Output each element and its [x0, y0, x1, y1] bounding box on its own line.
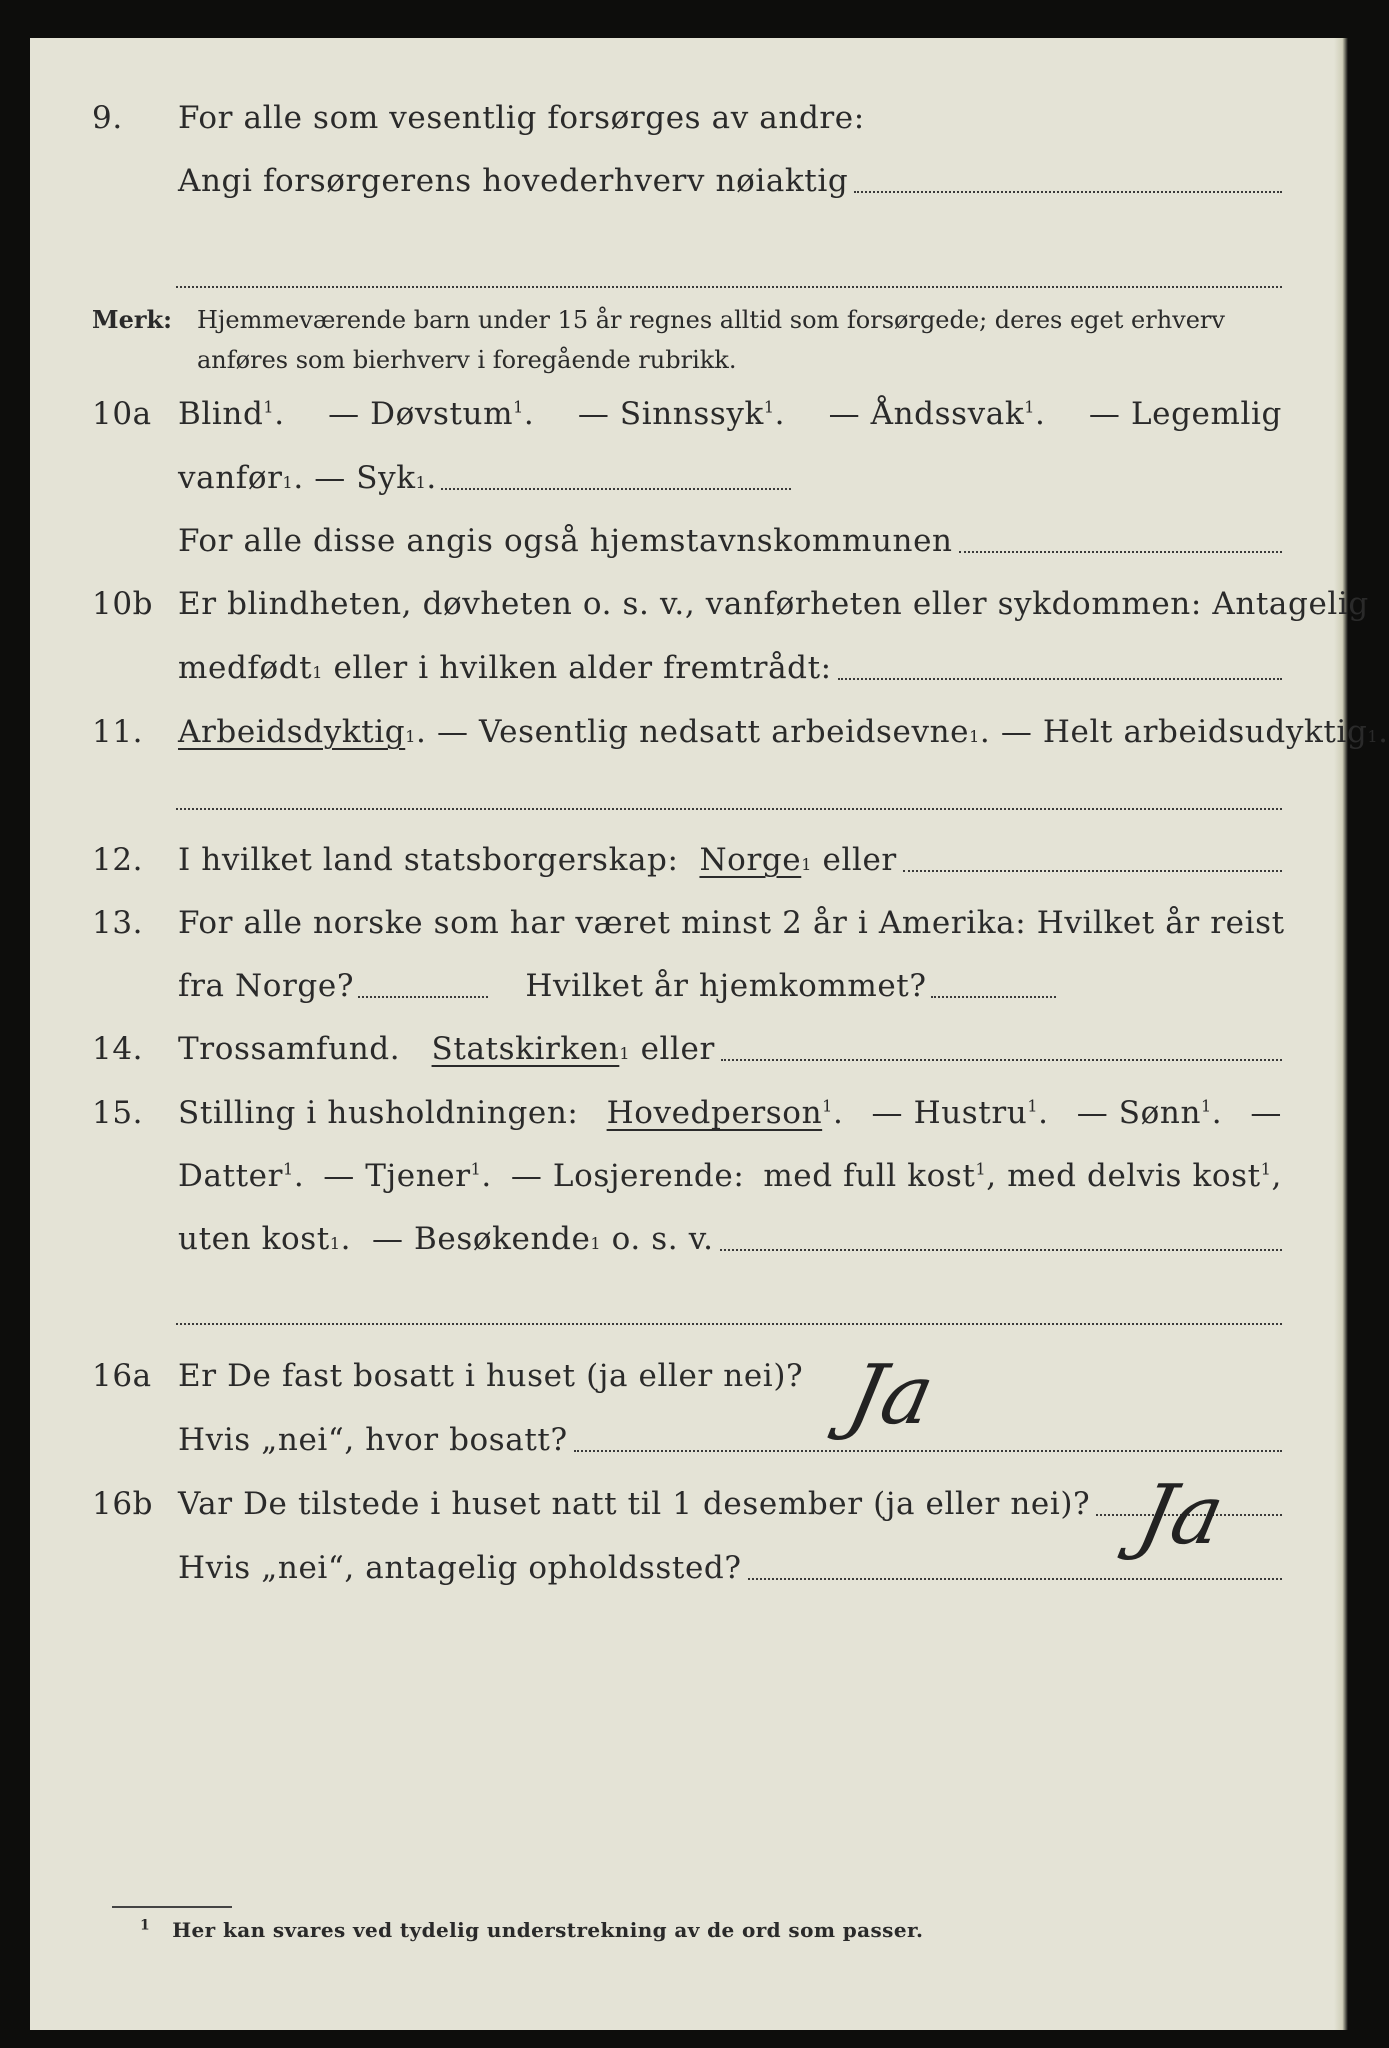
note-text: anføres som bierhverv i foregående rubrikk.: [197, 346, 737, 374]
option-sonn: — Sønn: [1076, 1095, 1202, 1131]
question-text: Er De fast bosatt i huset (ja eller nei)?: [178, 1358, 804, 1394]
note-text: Hjemmeværende barn under 15 år regnes alltid som forsørgede; deres eget erhverv: [197, 306, 1225, 334]
option-sinnssyk: — Sinnssyk: [577, 396, 764, 432]
page-edge: [1334, 38, 1348, 2030]
answer-line[interactable]: [903, 869, 1282, 872]
answer-line[interactable]: [720, 1248, 1282, 1251]
note-label: Merk:: [92, 305, 172, 334]
question-text: Hvilket år hjemkommet?: [525, 968, 927, 1004]
answer-line[interactable]: [931, 995, 1056, 998]
question-text: eller: [640, 1031, 715, 1067]
option-delvis-kost: , med delvis kost: [986, 1158, 1261, 1194]
answer-line[interactable]: [176, 1323, 1282, 1325]
question-number: 14.: [92, 1031, 144, 1067]
question-text: Er blindheten, døvheten o. s. v., vanførheten eller sykdommen: Antagelig: [178, 586, 1369, 622]
question-number: 11.: [92, 714, 144, 750]
question-text: For alle som vesentlig forsørges av andre:: [178, 100, 865, 136]
option-medfodt: medfødt: [178, 650, 313, 686]
option-nedsatt: — Vesentlig nedsatt arbeidsevne: [436, 714, 970, 750]
question-text: fra Norge?: [178, 968, 355, 1004]
answer-line[interactable]: [176, 808, 1282, 810]
footnote-rule: [112, 1906, 232, 1908]
answer-line[interactable]: [838, 677, 1282, 680]
question-text: Trossamfund.: [178, 1031, 401, 1067]
question-text: o. s. v.: [611, 1221, 714, 1257]
question-number: 9.: [92, 100, 123, 136]
answer-line[interactable]: [959, 550, 1282, 553]
option-syk: — Syk: [314, 460, 416, 496]
answer-line[interactable]: [358, 995, 488, 998]
question-text: Stilling i husholdningen:: [178, 1095, 579, 1131]
answer-line[interactable]: [176, 286, 1282, 288]
option-full-kost: med full kost: [763, 1158, 976, 1194]
answer-line[interactable]: [574, 1449, 1282, 1452]
option-arbeidsdyktig: Arbeidsdyktig: [178, 714, 406, 750]
option-uten-kost: uten kost: [178, 1221, 330, 1257]
answer-line[interactable]: [721, 1058, 1282, 1061]
question-number: 16b: [92, 1486, 154, 1522]
answer-line[interactable]: [441, 487, 791, 490]
question-number: 12.: [92, 842, 144, 878]
option-besokende: — Besøkende: [371, 1221, 591, 1257]
question-text: eller i hvilken alder fremtrådt:: [333, 650, 832, 686]
question-text: eller: [822, 842, 897, 878]
question-number: 10a: [92, 396, 152, 432]
option-andssvak: — Åndssvak: [828, 396, 1025, 432]
question-number: 16a: [92, 1358, 152, 1394]
option-norge: Norge: [699, 842, 802, 878]
question-number: 15.: [92, 1095, 144, 1131]
question-text: Hvis „nei“, hvor bosatt?: [178, 1422, 568, 1458]
option-vanfor: vanfør: [178, 460, 283, 496]
question-text: — Losjerende:: [510, 1158, 745, 1194]
question-text: Var De tilstede i huset natt til 1 desember (ja eller nei)?: [178, 1486, 1091, 1522]
footnote: $^1$ Her kan svares ved tydelig understrekning av de ord som passer.: [140, 1917, 924, 1942]
option-legemlig: — Legemlig: [1088, 396, 1282, 432]
question-text: I hvilket land statsborgerskap:: [178, 842, 679, 878]
option-tjener: — Tjener: [323, 1158, 471, 1194]
question-text: For alle disse angis også hjemstavnskommunen: [178, 523, 953, 559]
option-statskirken: Statskirken: [431, 1031, 620, 1067]
footnote-text: Her kan svares ved tydelig understrekning av de ord som passer.: [172, 1918, 924, 1942]
census-form-page: 9. For alle som vesentlig forsørges av andre: Angi forsørgerens hovederhverv nøiaktig Merk: Hjemmeværende barn under 15 år regnes alltid som forsørgede; deres eget erhverv anføres som bierhverv i foregående rubrikk. 10a Blind$^1$. — Døvstum$^1$. — Sinnssyk$^1$. — Åndssvak$^1$. — Legemlig vanfør 1 . — Syk 1 . For alle disse angis også hjemstavnskommunen 10b Er blindheten, døvheten o. s. v., vanførheten eller sykdommen: Antagelig medfødt 1 eller i hvilken alder fremtrådt: 11. Arbeidsdyktig 1 . — Vesentlig nedsatt arbeidsevne 1 . — Helt arbeidsudyktig 1 . 12. I hvilket land statsborgerskap: Norge 1 eller 13. For alle norske som har været minst 2 år i Amerika: Hvilket år reist fra Norge? Hvilket år hjemkommet? 14. Trossamfund. Statskirken 1 eller 15. Stilling i husholdningen: Hovedperson$^1$. — Hustru$^1$. — Sønn$^1$. — Datter$^1$. — Tjener$^1$. — Losjerende: med full kost$^1$, med delvis kost$^1$, uten kost 1 . — Besøkende 1 o. s. v. 16a Er De fast bosatt i huset (ja eller nei)? Hvis „nei“, hvor bosatt? Ja 16b Var De tilstede i huset natt til 1 desember (ja eller nei)? Hvis „nei“, antagelig opholdssted? Ja $^1$ Her kan svares ved tydelig understrekning av de ord som passer.: [30, 38, 1342, 2030]
option-udyktig: — Helt arbeidsudyktig: [1000, 714, 1368, 750]
option-hovedperson: Hovedperson: [606, 1095, 823, 1131]
handwritten-answer-16a: Ja: [839, 1348, 942, 1443]
option-blind: Blind: [178, 396, 264, 432]
question-number: 13.: [92, 905, 144, 941]
handwritten-answer-16b: Ja: [1129, 1468, 1232, 1563]
question-number: 10b: [92, 586, 154, 622]
answer-line[interactable]: [748, 1577, 1282, 1580]
option-datter: Datter: [178, 1158, 284, 1194]
answer-line[interactable]: [854, 190, 1282, 193]
option-dovstum: — Døvstum: [328, 396, 514, 432]
question-text: Hvis „nei“, antagelig opholdssted?: [178, 1550, 742, 1586]
option-hustru: — Hustru: [871, 1095, 1028, 1131]
question-text: Angi forsørgerens hovederhverv nøiaktig: [178, 163, 849, 199]
question-text: For alle norske som har været minst 2 år i Amerika: Hvilket år reist: [178, 905, 1285, 941]
